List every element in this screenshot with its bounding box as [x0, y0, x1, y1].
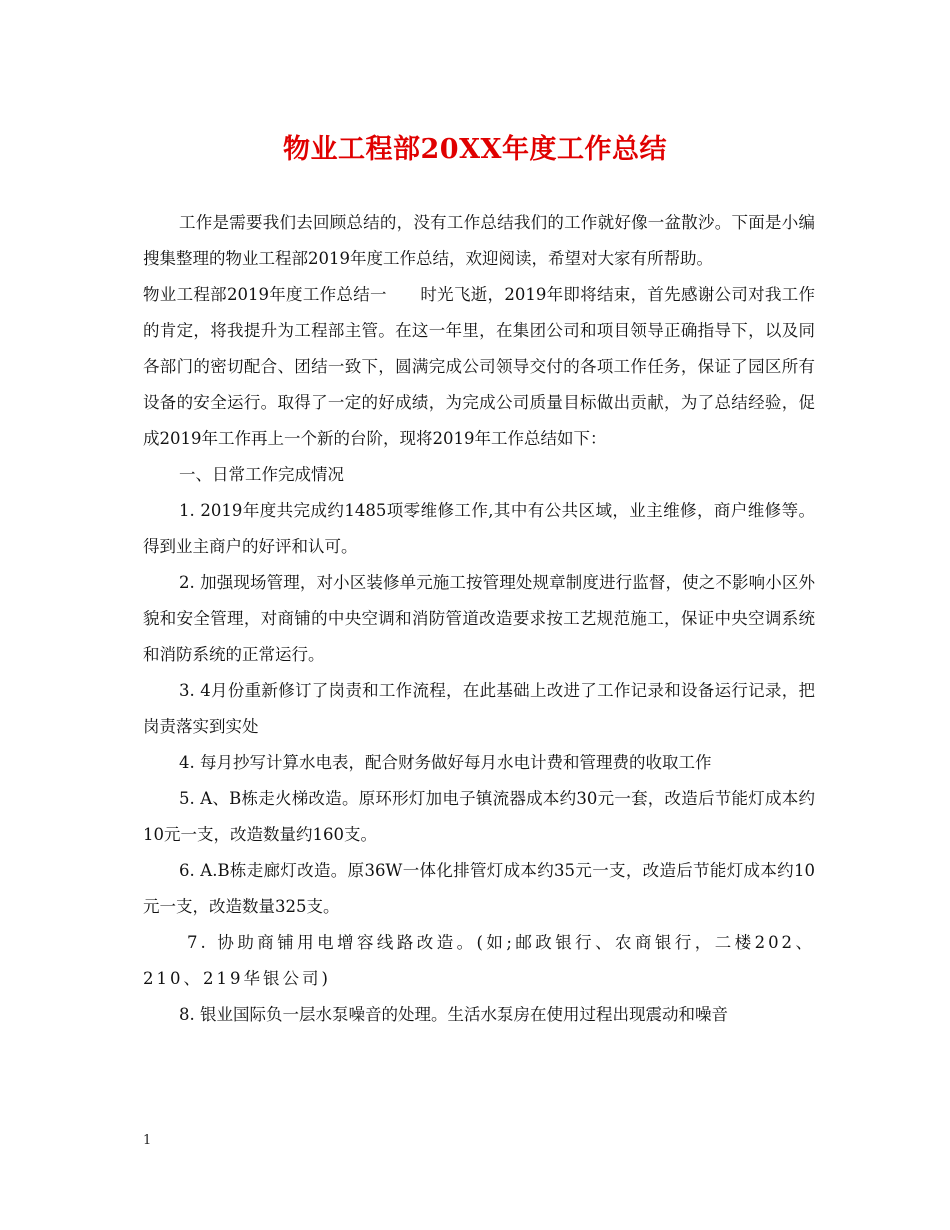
intro-paragraph: 工作是需要我们去回顾总结的，没有工作总结我们的工作就好像一盆散沙。下面是小编搜集整理的物业工程部2019年度工作总结，欢迎阅读，希望对大家有所帮助。: [143, 213, 815, 268]
list-item: 5. A、B栋走火梯改造。原环形灯加电子镇流器成本约30元一套，改造后节能灯成本约10元一支，改造数量约160支。: [143, 789, 815, 844]
list-item: 3. 4月份重新修订了岗责和工作流程，在此基础上改进了工作记录和设备运行记录，把岗责落实到实处: [143, 681, 815, 736]
list-item: 2. 加强现场管理，对小区装修单元施工按管理处规章制度进行监督，使之不影响小区外貌和安全管理，对商铺的中央空调和消防管道改造要求按工艺规范施工，保证中央空调系统和消防系统的正常运行。: [143, 573, 815, 664]
list-item: 7. 协助商铺用电增容线路改造。(如;邮政银行、农商银行，二楼202、210、219华银公司): [143, 933, 815, 988]
summary-paragraph: 物业工程部2019年度工作总结一 时光飞逝，2019年即将结束，首先感谢公司对我工作的肯定，将我提升为工程部主管。在这一年里，在集团公司和项目领导正确指导下，以及同各部门的密切配合、团结一致下，圆满完成公司领导交付的各项工作任务，保证了园区所有设备的安全运行。取得了一定的好成绩，为完成公司质量目标做出贡献，为了总结经验，促成2019年工作再上一个新的台阶，现将2019年工作总结如下：: [143, 285, 815, 448]
document-title: 物业工程部20XX年度工作总结: [283, 134, 667, 165]
list-item: 8. 银业国际负一层水泵噪音的处理。生活水泵房在使用过程出现震动和噪音: [179, 1005, 728, 1024]
list-item: 6. A.B栋走廊灯改造。原36W一体化排管灯成本约35元一支，改造后节能灯成本约10元一支，改造数量325支。: [143, 861, 815, 916]
page-number: 1: [143, 1133, 152, 1148]
document-body: [143, 205, 815, 1033]
section-heading: 一、日常工作完成情况: [179, 465, 344, 484]
list-item: 4. 每月抄写计算水电表，配合财务做好每月水电计费和管理费的收取工作: [179, 753, 712, 772]
list-item: 1. 2019年度共完成约1485项零维修工作,其中有公共区域，业主维修，商户维修等。得到业主商户的好评和认可。: [143, 501, 815, 556]
